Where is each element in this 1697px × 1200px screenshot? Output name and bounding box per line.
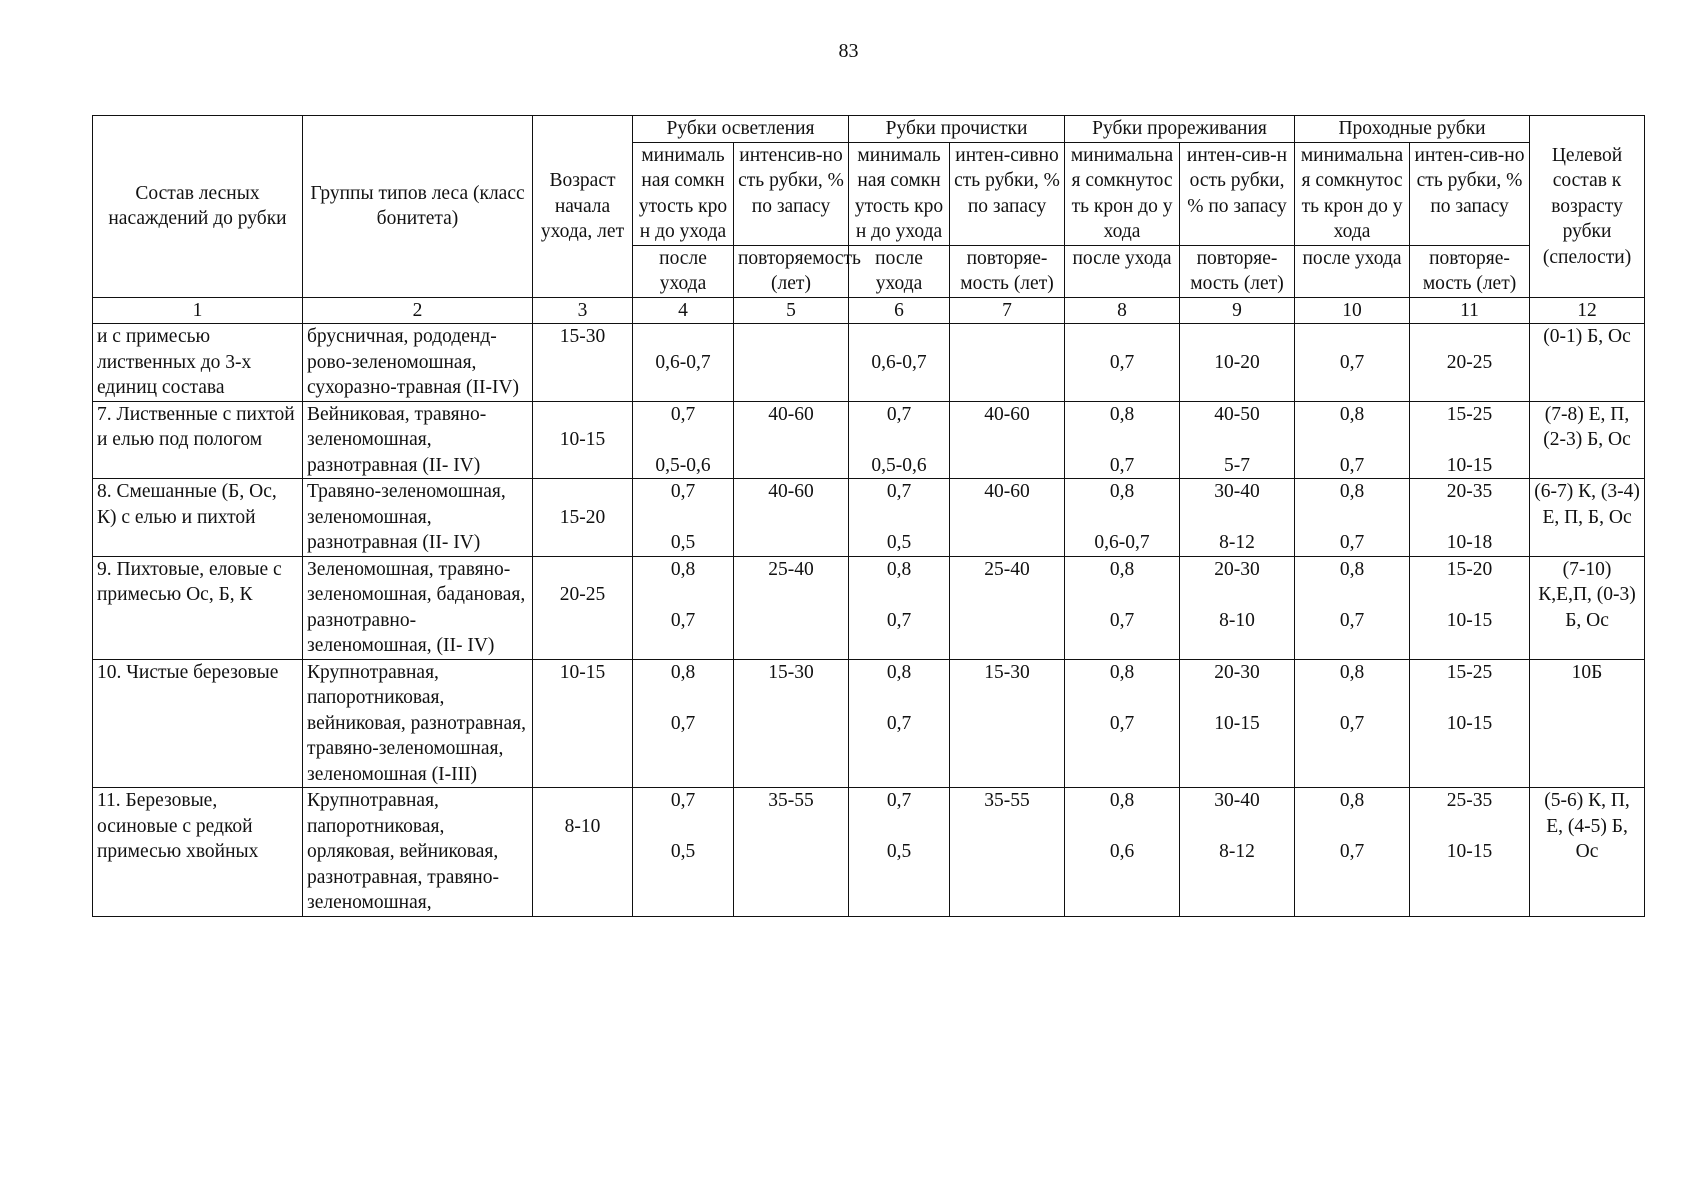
value-cell: 25-40 (734, 556, 849, 659)
value-after: 0,7 (886, 712, 912, 734)
value-before: 0,7 (886, 403, 912, 425)
value-before: 0,8 (1109, 403, 1135, 425)
value-cell (1180, 788, 1295, 917)
header-sub-bottom: после ухода (633, 245, 734, 297)
header-sub-bottom: повторяемость (лет) (734, 245, 849, 297)
composition-cell: 7. Лиственные с пихтой и елью под пологом (93, 401, 303, 479)
value-after: 0,7 (1109, 609, 1135, 631)
value-before: 40-50 (1214, 403, 1260, 425)
value-cell: 35-55 (734, 788, 849, 917)
value-after: 10-15 (1214, 712, 1260, 734)
value-before: 0,8 (1109, 661, 1135, 683)
age-cell (533, 556, 633, 659)
column-number: 5 (734, 297, 849, 324)
value-after: 10-15 (1446, 841, 1493, 862)
value-after: 0,7 (1109, 454, 1135, 476)
value-before: 0,7 (886, 481, 912, 502)
value-cell: 40-60 (950, 479, 1065, 557)
age-cell (533, 788, 633, 917)
value-after: 0,7 (670, 712, 696, 734)
age-cell: 15-30 (533, 324, 633, 402)
composition-cell: и с примесью лиственных до 3-х единиц состава (93, 324, 303, 402)
forest-type-cell: Крупнотравная, папоротниковая, вейниковая, разнотравная, травяно-зеленомошная, зеленомошная (I-III) (303, 659, 533, 788)
header-sub-top: интенсив-ность рубки, % по запасу (734, 142, 849, 245)
value-cell (1180, 556, 1295, 659)
value-cell: 25-40 (950, 556, 1065, 659)
forest-type-cell: Травяно-зеленомошная, зеленомошная, разнотравная (II- IV) (303, 479, 533, 557)
table-row (93, 324, 1645, 402)
value-after: 0,5 (886, 532, 912, 553)
value-cell (1295, 401, 1410, 479)
value-cell (1180, 401, 1295, 479)
value-before: 0,7 (670, 790, 696, 811)
value-before: 0,8 (1339, 403, 1365, 425)
value-after: 10-15 (1446, 609, 1493, 631)
value-after: 0,7 (1339, 609, 1365, 631)
value-cell: 40-60 (734, 401, 849, 479)
value-before: 0,8 (1339, 790, 1365, 811)
value-after: 5-7 (1224, 454, 1251, 476)
value-cell: 15-30 (950, 659, 1065, 788)
age-cell (533, 479, 633, 557)
value: 0,6-0,7 (655, 351, 711, 373)
value-after: 0,5 (670, 532, 696, 553)
value-before: 0,8 (1109, 558, 1135, 580)
value: 0,7 (1339, 351, 1365, 373)
value-after: 8-12 (1219, 532, 1255, 553)
value-cell (849, 788, 950, 917)
value-before: 30-40 (1214, 481, 1260, 502)
value-after: 0,7 (886, 609, 912, 631)
value-cell (1410, 788, 1530, 917)
value-before: 30-40 (1214, 790, 1260, 811)
age-cell: 10-15 (533, 659, 633, 788)
header-target-composition: Целевой состав к возрасту рубки (спелости) (1530, 116, 1645, 298)
value-cell (1410, 479, 1530, 557)
header-group-thinning: Рубки прореживания (1065, 116, 1295, 143)
value-before: 0,7 (670, 481, 696, 502)
value-before: 15-25 (1446, 403, 1493, 425)
value-cell (1295, 324, 1410, 402)
value-after: 0,5 (670, 841, 696, 862)
header-sub-bottom: повторяе-мость (лет) (950, 245, 1065, 297)
value-cell (849, 659, 950, 788)
value-before: 0,7 (670, 403, 696, 425)
value-cell (1295, 479, 1410, 557)
value-cell (1295, 788, 1410, 917)
column-number: 7 (950, 297, 1065, 324)
value-after: 0,6 (1109, 841, 1135, 862)
value-before: 20-35 (1446, 481, 1493, 502)
header-sub-top: минимальная сомкнутость крон до ухода (1065, 142, 1180, 245)
column-number: 10 (1295, 297, 1410, 324)
thinning-table (92, 115, 1645, 917)
value-after: 0,7 (1339, 454, 1365, 476)
value-before: 0,8 (1109, 481, 1135, 502)
value-before: 0,8 (1339, 558, 1365, 580)
composition-cell: 10. Чистые березовые (93, 659, 303, 788)
value-cell (1180, 659, 1295, 788)
value-cell (1065, 788, 1180, 917)
composition-cell: 11. Березовые, осиновые с редкой примесью хвойных (93, 788, 303, 917)
value-before: 25-35 (1446, 790, 1493, 811)
header-sub-top: интен-сивность рубки, % по запасу (950, 142, 1065, 245)
value-before: 0,8 (1339, 661, 1365, 683)
value-cell (1065, 401, 1180, 479)
column-number: 8 (1065, 297, 1180, 324)
value-before: 0,8 (1109, 790, 1135, 811)
value-cell (1295, 659, 1410, 788)
header-group-lighting: Рубки осветления (633, 116, 849, 143)
value-cell (633, 324, 734, 402)
value-after: 0,7 (1109, 712, 1135, 734)
value: 0,6-0,7 (871, 351, 927, 373)
value: 20-25 (559, 584, 606, 605)
forest-type-cell: брусничная, рододенд-рово-зеленомошная, сухоразно-травная (II-IV) (303, 324, 533, 402)
table-row (93, 479, 1645, 557)
value-before: 20-30 (1214, 558, 1260, 580)
header-group-cleaning: Рубки прочистки (849, 116, 1065, 143)
column-number: 2 (303, 297, 533, 324)
value-cell (633, 556, 734, 659)
value: 10-15 (559, 429, 606, 450)
value-cell (1410, 324, 1530, 402)
value-cell: 40-60 (950, 401, 1065, 479)
header-group-passage: Проходные рубки (1295, 116, 1530, 143)
value-after: 10-15 (1446, 454, 1493, 476)
table-row (93, 788, 1645, 917)
value-after: 0,7 (1339, 712, 1365, 734)
value-before: 20-30 (1214, 661, 1260, 683)
value-cell (1295, 556, 1410, 659)
header-sub-bottom: после ухода (1295, 245, 1410, 297)
value-after: 10-18 (1446, 532, 1493, 553)
value-cell (633, 788, 734, 917)
value-after: 0,7 (1339, 532, 1365, 553)
target-cell: 10Б (1530, 659, 1645, 788)
value-cell (633, 401, 734, 479)
value-before: 15-20 (1446, 558, 1493, 580)
value: 15-20 (559, 506, 606, 528)
value-cell (1065, 556, 1180, 659)
column-number: 1 (93, 297, 303, 324)
forest-type-cell: Вейниковая, травяно-зеленомошная, разнотравная (II- IV) (303, 401, 533, 479)
value-after: 8-12 (1219, 841, 1255, 862)
table-row (93, 556, 1645, 659)
column-number: 9 (1180, 297, 1295, 324)
value-cell (1065, 659, 1180, 788)
table-row (93, 401, 1645, 479)
column-number: 12 (1530, 297, 1645, 324)
header-composition: Состав лесных насаждений до рубки (93, 116, 303, 298)
value-cell (1410, 556, 1530, 659)
header-sub-top: минимальная сомкнутость крон до ухода (1295, 142, 1410, 245)
target-cell: (5-6) К, П, Е, (4-5) Б, Ос (1530, 788, 1645, 917)
value-after: 0,5-0,6 (871, 454, 927, 476)
forest-type-cell: Зеленомошная, травяно-зеленомошная, бадановая, разнотравно-зеленомошная, (II- IV) (303, 556, 533, 659)
value-cell (1410, 659, 1530, 788)
age-cell (533, 401, 633, 479)
header-sub-top: интен-сив-ность рубки, % по запасу (1410, 142, 1530, 245)
value-after: 8-10 (1219, 609, 1255, 631)
value-cell (849, 401, 950, 479)
header-row-numbers (93, 297, 1645, 324)
value-cell (734, 324, 849, 402)
target-cell: (6-7) К, (3-4) Е, П, Б, Ос (1530, 479, 1645, 557)
value-after: 0,6-0,7 (1094, 532, 1150, 553)
value-cell: 15-30 (734, 659, 849, 788)
header-forest-type: Группы типов леса (класс бонитета) (303, 116, 533, 298)
value: 20-25 (1446, 351, 1493, 373)
value-cell: 40-60 (734, 479, 849, 557)
header-sub-bottom: после ухода (1065, 245, 1180, 297)
value-before: 0,8 (670, 558, 696, 580)
value-cell (1180, 479, 1295, 557)
header-row-groups (93, 116, 1645, 143)
target-cell: (7-10) К,Е,П, (0-3) Б, Ос (1530, 556, 1645, 659)
header-sub-bottom: повторяе-мость (лет) (1180, 245, 1295, 297)
column-number: 11 (1410, 297, 1530, 324)
column-number: 3 (533, 297, 633, 324)
target-cell: (0-1) Б, Ос (1530, 324, 1645, 402)
column-number: 4 (633, 297, 734, 324)
table-row (93, 659, 1645, 788)
forest-type-cell: Крупнотравная, папоротниковая, орляковая, вейниковая, разнотравная, травяно-зеленомошная, (303, 788, 533, 917)
value-cell: 35-55 (950, 788, 1065, 917)
value: 0,7 (1109, 351, 1135, 373)
value-cell (849, 556, 950, 659)
value-cell (633, 659, 734, 788)
header-sub-top: минимальная сомкнутость крон до ухода (633, 142, 734, 245)
value-before: 0,8 (1339, 481, 1365, 502)
value-before: 0,8 (670, 661, 696, 683)
value-after: 0,5 (886, 841, 912, 862)
value-cell (1180, 324, 1295, 402)
value-before: 0,8 (886, 661, 912, 683)
value-after: 10-15 (1446, 712, 1493, 734)
header-sub-bottom: после ухода (849, 245, 950, 297)
value-before: 15-25 (1446, 661, 1493, 683)
column-number: 6 (849, 297, 950, 324)
value-cell (1065, 479, 1180, 557)
value-before: 0,7 (886, 790, 912, 811)
value: 8-10 (564, 815, 601, 837)
header-start-age: Возраст начала ухода, лет (533, 116, 633, 298)
value: 10-20 (1214, 351, 1260, 373)
page-number: 83 (838, 40, 859, 62)
header-sub-top: минимальная сомкнутость крон до ухода (849, 142, 950, 245)
header-sub-bottom: повторяе-мость (лет) (1410, 245, 1530, 297)
composition-cell: 8. Смешанные (Б, Ос, К) с елью и пихтой (93, 479, 303, 557)
header-sub-top: интен-сив-ность рубки, % по запасу (1180, 142, 1295, 245)
composition-cell: 9. Пихтовые, еловые с примесью Ос, Б, К (93, 556, 303, 659)
value-cell (633, 479, 734, 557)
value-cell (950, 324, 1065, 402)
value-after: 0,7 (670, 609, 696, 631)
value-cell (849, 324, 950, 402)
value-cell (849, 479, 950, 557)
target-cell: (7-8) Е, П, (2-3) Б, Ос (1530, 401, 1645, 479)
value-before: 0,8 (886, 558, 912, 580)
value-after: 0,5-0,6 (655, 454, 711, 476)
value-cell (1065, 324, 1180, 402)
value-cell (1410, 401, 1530, 479)
value-after: 0,7 (1339, 841, 1365, 862)
